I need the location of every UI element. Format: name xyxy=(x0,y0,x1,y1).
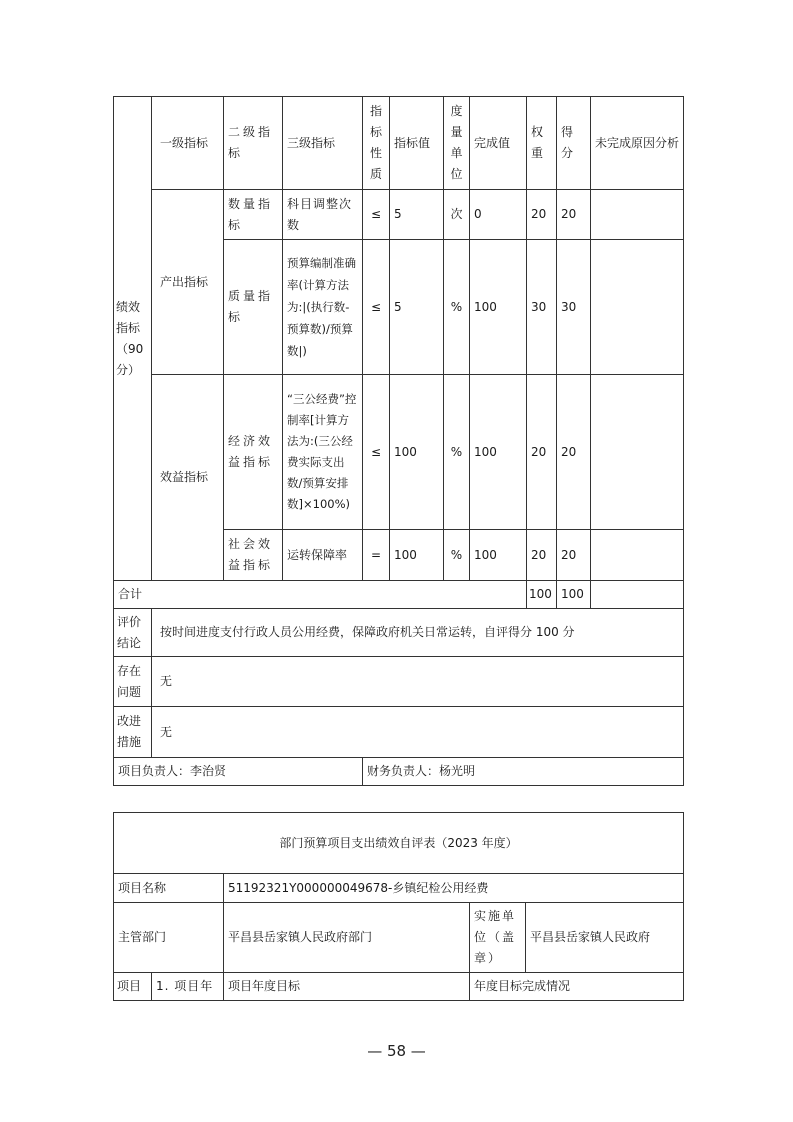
project-name-row xyxy=(114,874,684,903)
level3-cell: 科目调整次数 xyxy=(283,190,363,240)
row-year-label: 1. 项目年 xyxy=(152,973,224,1001)
total-row xyxy=(114,581,684,609)
actual-cell: 0 xyxy=(470,190,527,240)
finance-lead: 财务负责人：杨光明 xyxy=(363,758,684,786)
conclusion-label: 评价结论 xyxy=(114,609,152,657)
group-label-cell xyxy=(114,97,152,581)
actual-cell: 100 xyxy=(470,240,527,375)
table-row xyxy=(114,190,684,240)
impl-unit-label: 实施单位（盖章） xyxy=(470,903,526,973)
measures-row xyxy=(114,707,684,758)
level3-cell: 预算编制准确率(计算方法为:|(执行数-预算数)/预算数|) xyxy=(283,240,363,375)
nature-cell: ≤ xyxy=(363,240,390,375)
score-cell: 20 xyxy=(557,530,591,581)
total-weight: 100 xyxy=(527,581,557,609)
group-label: 绩效指标（90分） xyxy=(116,299,144,377)
nature-cell: ≤ xyxy=(363,190,390,240)
target-cell: 5 xyxy=(390,240,444,375)
reason-cell xyxy=(591,240,684,375)
weight-cell: 20 xyxy=(527,190,557,240)
header-target-value: 指标值 xyxy=(390,97,444,190)
header-reason: 未完成原因分析 xyxy=(591,97,684,190)
score-cell: 20 xyxy=(557,375,591,530)
level2-cell: 社会效益指标 xyxy=(224,530,283,581)
problems-text: 无 xyxy=(152,657,684,707)
unit-cell: % xyxy=(444,530,470,581)
target-cell: 100 xyxy=(390,530,444,581)
conclusion-row xyxy=(114,609,684,657)
measures-text: 无 xyxy=(152,707,684,758)
level3-cell: 运转保障率 xyxy=(283,530,363,581)
score-cell: 30 xyxy=(557,240,591,375)
total-label: 合计 xyxy=(114,581,527,609)
page-number: — 58 — xyxy=(367,1042,426,1060)
total-score: 100 xyxy=(557,581,591,609)
conclusion-text: 按时间进度支付行政人员公用经费，保障政府机关日常运转，自评得分 100 分 xyxy=(152,609,684,657)
header-unit: 度量单位 xyxy=(444,97,470,190)
actual-cell: 100 xyxy=(470,530,527,581)
project-name-label: 项目名称 xyxy=(114,874,224,903)
level1-cell: 效益指标 xyxy=(152,375,224,581)
nature-cell: ≤ xyxy=(363,375,390,530)
row-goal-label: 项目年度目标 xyxy=(224,973,470,1001)
department-row xyxy=(114,903,684,973)
target-cell: 5 xyxy=(390,190,444,240)
weight-cell: 20 xyxy=(527,375,557,530)
unit-cell: % xyxy=(444,375,470,530)
header-score: 得分 xyxy=(557,97,591,190)
reason-cell xyxy=(591,375,684,530)
level2-cell: 质量指标 xyxy=(224,240,283,375)
dept-label: 主管部门 xyxy=(114,903,224,973)
level2-cell: 经济效益指标 xyxy=(224,375,283,530)
reason-cell xyxy=(591,190,684,240)
row-status-label: 年度目标完成情况 xyxy=(470,973,684,1001)
impl-unit-value: 平昌县岳家镇人民政府 xyxy=(526,903,684,973)
problems-row xyxy=(114,657,684,707)
project-name-value: 51192321Y000000049678-乡镇纪检公用经费 xyxy=(224,874,684,903)
reason-cell xyxy=(591,530,684,581)
header-nature: 指标性质 xyxy=(363,97,390,190)
problems-label: 存在问题 xyxy=(114,657,152,707)
unit-cell: 次 xyxy=(444,190,470,240)
total-reason xyxy=(591,581,684,609)
actual-cell: 100 xyxy=(470,375,527,530)
measures-label: 改进措施 xyxy=(114,707,152,758)
project-self-evaluation-table xyxy=(113,812,684,1001)
title-row xyxy=(114,813,684,874)
level3-cell: “三公经费”控制率[计算方法为:(三公经费实际支出数/预算安排数]×100%) xyxy=(283,375,363,530)
header-level2: 二级指标 xyxy=(224,97,283,190)
table-row xyxy=(114,375,684,530)
goal-row xyxy=(114,973,684,1001)
signature-row xyxy=(114,758,684,786)
level1-cell: 产出指标 xyxy=(152,190,224,375)
header-level1: 一级指标 xyxy=(152,97,224,190)
header-row xyxy=(114,97,684,190)
weight-cell: 30 xyxy=(527,240,557,375)
header-actual-value: 完成值 xyxy=(470,97,527,190)
table-title: 部门预算项目支出绩效自评表（2023 年度） xyxy=(114,813,684,874)
header-weight: 权重 xyxy=(527,97,557,190)
header-level3: 三级指标 xyxy=(283,97,363,190)
project-lead: 项目负责人：李治贤 xyxy=(114,758,363,786)
dept-value: 平昌县岳家镇人民政府部门 xyxy=(224,903,470,973)
target-cell: 100 xyxy=(390,375,444,530)
level2-cell: 数量指标 xyxy=(224,190,283,240)
performance-indicator-table xyxy=(113,96,684,786)
weight-cell: 20 xyxy=(527,530,557,581)
row-project-label: 项目 xyxy=(114,973,152,1001)
unit-cell: % xyxy=(444,240,470,375)
nature-cell: = xyxy=(363,530,390,581)
score-cell: 20 xyxy=(557,190,591,240)
